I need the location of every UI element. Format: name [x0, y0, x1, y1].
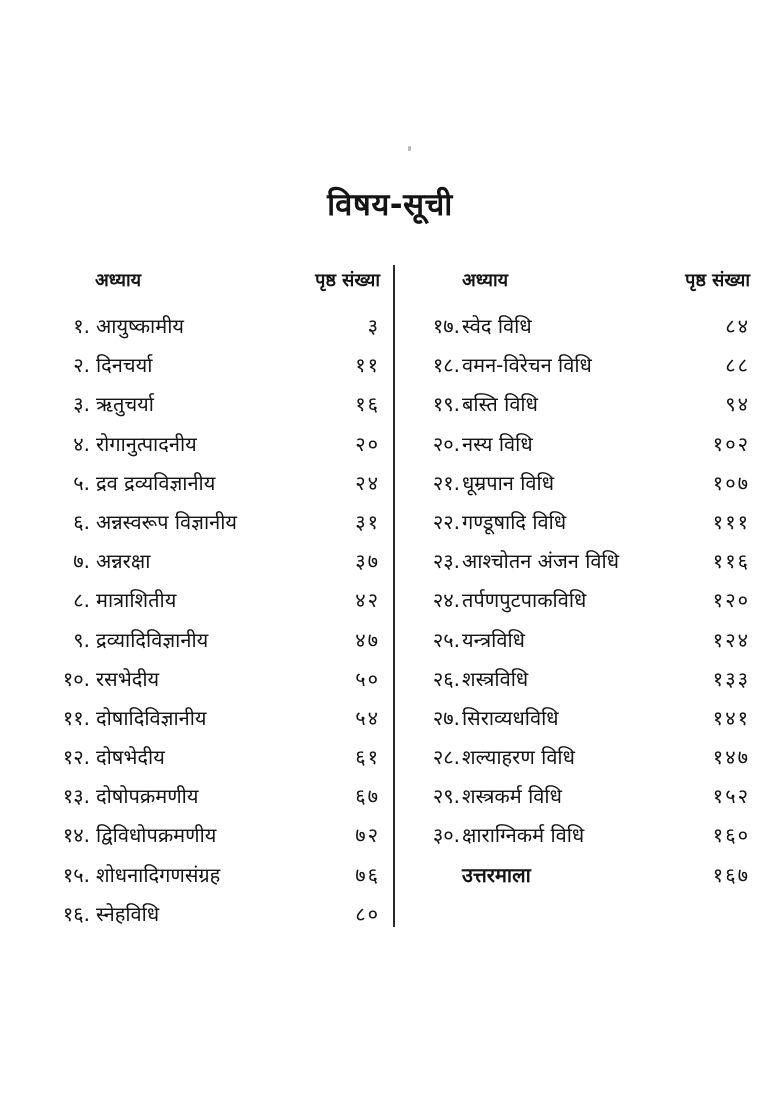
- page-number: १२४: [712, 627, 750, 652]
- toc-entry[interactable]: [410, 626, 750, 665]
- page-number: ७२: [355, 823, 380, 848]
- toc-entry[interactable]: [410, 821, 750, 860]
- chapter-number: १७.: [432, 314, 460, 338]
- chapter-title: वमन-विरेचन विधि: [462, 353, 592, 378]
- chapter-number: १४.: [62, 823, 90, 848]
- chapter-title: आयुष्कामीय: [96, 314, 184, 338]
- chapter-number: २५.: [432, 627, 460, 652]
- chapter-number: २२.: [432, 509, 460, 534]
- toc-entry[interactable]: [40, 626, 380, 665]
- chapter-title: यन्त्रविधि: [462, 627, 525, 652]
- chapter-title: शल्याहरण विधि: [462, 745, 575, 770]
- toc-entry[interactable]: [40, 821, 380, 860]
- chapter-column-header: अध्याय: [95, 270, 142, 291]
- page-number: २०: [355, 431, 380, 456]
- chapter-title: अन्नस्वरूप विज्ञानीय: [96, 509, 238, 534]
- chapter-number: ११.: [62, 705, 90, 730]
- page-number: ७६: [355, 862, 380, 887]
- column-divider: [393, 265, 395, 927]
- toc-entry[interactable]: [40, 900, 380, 939]
- chapter-title: द्रव द्रव्यविज्ञानीय: [96, 470, 216, 495]
- chapter-title: दोषोपक्रमणीय: [96, 784, 199, 809]
- chapter-number: ४.: [73, 431, 90, 456]
- page-number: १४७: [712, 745, 750, 770]
- toc-entry-list: [40, 312, 380, 939]
- page-number: ८०: [355, 901, 380, 926]
- chapter-title: द्रव्यादिविज्ञानीय: [96, 627, 209, 652]
- chapter-number: २९.: [432, 784, 460, 809]
- page-number: २४: [355, 470, 380, 495]
- chapter-title: दोषभेदीय: [96, 745, 165, 770]
- chapter-number: १.: [73, 314, 90, 338]
- chapter-title: सिराव्यधविधि: [462, 705, 559, 730]
- page-number: ११: [355, 353, 380, 378]
- toc-entry[interactable]: [40, 665, 380, 704]
- page-number: ६७: [355, 784, 380, 809]
- toc-entry-list: [410, 312, 750, 900]
- chapter-number: ३०.: [432, 823, 460, 848]
- page-number: १३३: [712, 666, 750, 691]
- chapter-title: दोषादिविज्ञानीय: [96, 705, 207, 730]
- toc-entry[interactable]: [410, 312, 750, 351]
- chapter-number: २४.: [432, 588, 460, 613]
- chapter-number: १०.: [62, 666, 90, 691]
- chapter-number: १३.: [62, 784, 90, 809]
- page-number: ११६: [712, 549, 750, 574]
- chapter-number: २०.: [432, 431, 460, 456]
- chapter-number: २.: [73, 353, 90, 378]
- page-number: १०२: [712, 431, 750, 456]
- page-number: ८८: [725, 353, 750, 378]
- toc-entry[interactable]: [410, 508, 750, 547]
- chapter-number: ८.: [73, 588, 90, 613]
- appendix-title: उत्तरमाला: [462, 862, 531, 887]
- toc-entry[interactable]: [40, 547, 380, 586]
- chapter-number: १९.: [432, 392, 460, 417]
- chapter-number: ९.: [73, 627, 90, 652]
- page-column-header: पृष्ठ संख्या: [685, 270, 750, 291]
- page-number: १४१: [712, 705, 750, 730]
- toc-entry[interactable]: [410, 430, 750, 469]
- toc-entry[interactable]: [40, 508, 380, 547]
- page-number: ८४: [725, 314, 750, 338]
- chapter-number: २१.: [432, 470, 460, 495]
- toc-entry[interactable]: [410, 743, 750, 782]
- page-number: १११: [712, 509, 750, 534]
- chapter-number: १२.: [62, 745, 90, 770]
- chapter-title: द्विविधोपक्रमणीय: [96, 823, 217, 848]
- toc-header: [410, 268, 750, 300]
- toc-entry[interactable]: [410, 704, 750, 743]
- toc-entry-appendix[interactable]: [410, 861, 750, 900]
- chapter-title: मात्राशितीय: [96, 588, 177, 613]
- page-number: ३७: [355, 549, 380, 574]
- page-number: ९४: [725, 392, 750, 417]
- chapter-number: २७.: [432, 705, 460, 730]
- page-number: १२०: [712, 588, 750, 613]
- chapter-number: १५.: [62, 862, 90, 887]
- toc-entry[interactable]: [410, 782, 750, 821]
- chapter-title: शस्त्रविधि: [462, 666, 529, 691]
- paper-speck: [408, 146, 411, 151]
- toc-entry[interactable]: [410, 586, 750, 625]
- chapter-title: धूम्रपान विधि: [462, 470, 555, 495]
- chapter-number: २३.: [432, 549, 460, 574]
- toc-entry[interactable]: [40, 312, 380, 351]
- chapter-number: ७.: [73, 549, 90, 574]
- page-number: ३१: [355, 509, 380, 534]
- chapter-number: ६.: [73, 509, 90, 534]
- page-number: ३: [367, 314, 380, 338]
- chapter-title: रसभेदीय: [96, 666, 160, 691]
- toc-entry[interactable]: [40, 469, 380, 508]
- chapter-column-header: अध्याय: [462, 270, 509, 291]
- toc-left-column: [40, 268, 380, 939]
- toc-entry[interactable]: [410, 390, 750, 429]
- chapter-number: २६.: [432, 666, 460, 691]
- page-number: ५०: [355, 666, 380, 691]
- chapter-title: रोगानुत्पादनीय: [96, 431, 197, 456]
- chapter-title: स्नेहविधि: [96, 901, 160, 926]
- chapter-title: आश्चोतन अंजन विधि: [462, 549, 620, 574]
- page-number: १६०: [712, 823, 750, 848]
- toc-entry[interactable]: [40, 704, 380, 743]
- toc-entry[interactable]: [40, 430, 380, 469]
- page-number: १६७: [712, 862, 750, 887]
- toc-header: [40, 268, 380, 300]
- chapter-title: गण्डूषादि विधि: [462, 509, 567, 534]
- toc-entry[interactable]: [40, 743, 380, 782]
- chapter-title: शस्त्रकर्म विधि: [462, 784, 562, 809]
- chapter-number: १६.: [62, 901, 90, 926]
- page-number: ४७: [355, 627, 380, 652]
- page-number: ४२: [355, 588, 380, 613]
- toc-entry[interactable]: [40, 351, 380, 390]
- chapter-title: दिनचर्या: [96, 353, 153, 378]
- chapter-title: ऋतुचर्या: [96, 392, 154, 417]
- toc-entry[interactable]: [410, 469, 750, 508]
- page-number: १६: [355, 392, 380, 417]
- chapter-title: तर्पणपुटपाकविधि: [462, 588, 587, 613]
- chapter-number: ३.: [73, 392, 90, 417]
- toc-entry[interactable]: [410, 665, 750, 704]
- chapter-title: बस्ति विधि: [462, 392, 538, 417]
- page-number: १०७: [712, 470, 750, 495]
- toc-right-column: [410, 268, 750, 900]
- toc-entry[interactable]: [40, 861, 380, 900]
- toc-entry[interactable]: [410, 547, 750, 586]
- toc-entry[interactable]: [40, 782, 380, 821]
- toc-entry[interactable]: [40, 390, 380, 429]
- chapter-title: क्षाराग्निकर्म विधि: [462, 823, 585, 848]
- chapter-title: शोधनादिगणसंग्रह: [96, 862, 221, 887]
- toc-entry[interactable]: [40, 586, 380, 625]
- chapter-number: ५.: [73, 470, 90, 495]
- page-number: ५४: [355, 705, 380, 730]
- chapter-number: १८.: [432, 353, 460, 378]
- toc-entry[interactable]: [410, 351, 750, 390]
- page-column-header: पृष्ठ संख्या: [315, 270, 380, 291]
- chapter-title: नस्य विधि: [462, 431, 533, 456]
- chapter-number: २८.: [432, 745, 460, 770]
- chapter-title: अन्नरक्षा: [96, 549, 151, 574]
- page-number: १५२: [712, 784, 750, 809]
- page-number: ६१: [355, 745, 380, 770]
- chapter-title: स्वेद विधि: [462, 314, 532, 338]
- page-title: विषय-सूची: [327, 186, 453, 223]
